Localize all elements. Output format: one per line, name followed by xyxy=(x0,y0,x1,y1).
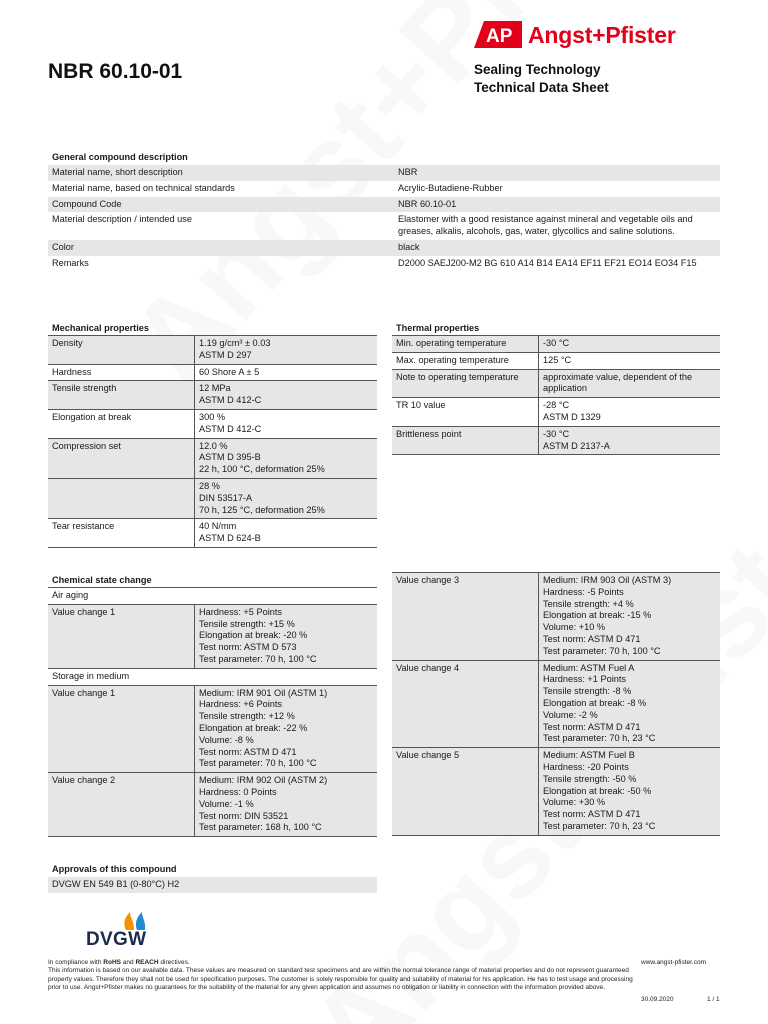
row-label: Material description / intended use xyxy=(52,214,192,225)
mechanical-properties-table xyxy=(48,320,377,548)
row-label: TR 10 value xyxy=(396,400,446,411)
company-name: Angst+Pfister xyxy=(528,22,676,48)
row-value: approximate value, dependent of the application xyxy=(538,370,720,398)
row-value: -30 °C xyxy=(538,336,720,352)
table-row xyxy=(48,165,720,181)
dvgw-wordmark: DVGW xyxy=(86,929,147,950)
section-title: General compound description xyxy=(52,152,188,162)
row-value: Medium: ASTM Fuel B Hardness: -20 Points Tensile strength: -50 % Elongation at break: -50 % Volume: +30 % Test norm: ASTM D 471 Test parameter: 70 h, 23 °C xyxy=(538,748,720,835)
subsection-label: Air aging xyxy=(48,588,377,605)
table-row xyxy=(48,240,720,256)
page-title: NBR 60.10-01 xyxy=(48,60,183,83)
table-row xyxy=(48,773,377,837)
row-label: Compound Code xyxy=(52,198,122,209)
row-label: Value change 2 xyxy=(52,775,116,786)
table-row xyxy=(392,398,720,427)
table-row xyxy=(48,336,377,365)
thermal-properties-table xyxy=(392,320,720,455)
table-row xyxy=(392,748,720,836)
row-label: Density xyxy=(52,338,83,348)
row-label xyxy=(48,479,194,518)
table-row xyxy=(48,365,377,382)
row-label: Value change 3 xyxy=(396,575,460,585)
row-label: Tear resistance xyxy=(52,521,115,532)
table-row xyxy=(392,573,720,661)
row-value: 125 °C xyxy=(538,353,720,369)
row-label: Elongation at break xyxy=(52,411,132,422)
row-value: NBR xyxy=(398,167,418,177)
row-label: Max. operating temperature xyxy=(396,354,509,365)
row-value: NBR 60.10-01 xyxy=(398,198,457,209)
row-value: 12 MPa ASTM D 412-C xyxy=(194,381,377,409)
table-row xyxy=(48,381,377,410)
table-row xyxy=(392,661,720,749)
general-description-table xyxy=(48,149,720,272)
table-row xyxy=(48,479,377,519)
row-value: Hardness: +5 Points Tensile strength: +15 % Elongation at break: -20 % Test norm: ASTM D 573 Test parameter: 70 h, 100 °C xyxy=(194,605,377,668)
document-date: 30.09.2020 xyxy=(641,996,674,1003)
footer-disclaimer xyxy=(48,959,638,993)
table-row xyxy=(48,410,377,439)
approvals-table xyxy=(48,861,377,893)
subtitle-line: Sealing Technology xyxy=(474,62,601,77)
row-label: Material name, based on technical standards xyxy=(52,182,235,193)
website-link[interactable]: www.angst-pfister.com xyxy=(641,959,707,966)
table-row xyxy=(48,605,377,669)
table-row xyxy=(48,686,377,774)
row-label: Value change 1 xyxy=(52,687,116,698)
table-row xyxy=(48,212,720,240)
chemical-state-change-table-continued xyxy=(392,572,720,836)
row-label: Color xyxy=(52,241,74,252)
section-title: Approvals of this compound xyxy=(52,864,177,874)
row-label: Note to operating temperature xyxy=(396,371,519,382)
angst-pfister-logo-icon xyxy=(474,21,522,48)
dvgw-flame-icon xyxy=(120,904,160,930)
row-value: Elastomer with a good resistance against mineral and vegetable oils and greases, alkalis, alcohols, gas, water, glycollics and saline solutions. xyxy=(398,214,693,237)
table-row xyxy=(48,439,377,479)
row-label: Value change 5 xyxy=(396,750,460,761)
row-label: Tensile strength xyxy=(52,383,117,394)
table-row xyxy=(48,256,720,272)
table-row xyxy=(392,370,720,399)
table-row xyxy=(48,519,377,548)
row-value: D2000 SAEJ200-M2 BG 610 A14 B14 EA14 EF11 EF21 EO14 EO34 F15 xyxy=(398,257,697,268)
approval-value: DVGW EN 549 B1 (0-80°C) H2 xyxy=(52,879,180,889)
row-value: Medium: ASTM Fuel A Hardness: +1 Points Tensile strength: -8 % Elongation at break: -8 % Volume: -2 % Test norm: ASTM D 471 Test parameter: 70 h, 23 °C xyxy=(538,661,720,748)
row-value: Medium: IRM 903 Oil (ASTM 3) Hardness: -5 Points Tensile strength: +4 % Elongation at break: -15 % Volume: +10 % Test norm: ASTM D 471 Test parameter: 70 h, 100 °C xyxy=(538,573,720,660)
disclaimer-text: This information is based on our available data. These values are measured on standard test specimens and are within the normal tolerance range of material properties and do not represent guaranteed property values. Therefore they shall not be used for specification purposes. The customer is solely responsible for quality and suitability of material for his application. He has to test usage and processing prior to use. Angst+Pfister makes no guarantees for the suitability of the material for any given application and assumes no obligation or liability in connection with the information provided above. xyxy=(48,967,633,992)
row-value: black xyxy=(398,241,420,252)
row-value: 300 % ASTM D 412-C xyxy=(194,410,377,438)
row-value: -30 °C ASTM D 2137-A xyxy=(538,427,720,455)
subsection-label: Storage in medium xyxy=(48,669,377,686)
row-value: Acrylic-Butadiene-Rubber xyxy=(398,182,503,193)
row-value: 28 % DIN 53517-A 70 h, 125 °C, deformation 25% xyxy=(194,479,377,518)
table-row xyxy=(392,353,720,370)
table-row xyxy=(392,427,720,456)
row-label: Hardness xyxy=(52,366,92,377)
row-label: Material name, short description xyxy=(52,167,183,177)
table-row xyxy=(48,181,720,197)
row-value: Medium: IRM 901 Oil (ASTM 1) Hardness: +6 Points Tensile strength: +12 % Elongation at break: -22 % Volume: -8 % Test norm: ASTM D 471 Test parameter: 70 h, 100 °C xyxy=(194,686,377,773)
page-number: 1 / 1 xyxy=(707,996,720,1003)
section-title: Mechanical properties xyxy=(48,320,377,336)
document-subtitle xyxy=(474,61,609,97)
row-value: -28 °C ASTM D 1329 xyxy=(538,398,720,426)
row-label: Min. operating temperature xyxy=(396,338,507,348)
table-row xyxy=(48,197,720,213)
row-value: Medium: IRM 902 Oil (ASTM 2) Hardness: 0 Points Volume: -1 % Test norm: DIN 53521 Test parameter: 168 h, 100 °C xyxy=(194,773,377,836)
row-value: 60 Shore A ± 5 xyxy=(194,365,377,381)
row-label: Brittleness point xyxy=(396,428,462,439)
row-label: Remarks xyxy=(52,257,89,268)
row-label: Compression set xyxy=(52,440,121,451)
section-title: Thermal properties xyxy=(392,320,720,336)
row-label: Value change 4 xyxy=(396,662,460,673)
compliance-note: In compliance with RoHS and REACH directives. xyxy=(48,959,190,966)
company-logo xyxy=(474,20,724,52)
section-title: Chemical state change xyxy=(48,572,377,588)
row-value: 1.19 g/cm³ ± 0.03 ASTM D 297 xyxy=(194,336,377,364)
row-value: 12.0 % ASTM D 395-B 22 h, 100 °C, deformation 25% xyxy=(194,439,377,478)
svg-text:AP: AP xyxy=(486,26,513,47)
table-row xyxy=(48,877,377,893)
row-label: Value change 1 xyxy=(52,606,116,617)
table-row xyxy=(392,336,720,353)
chemical-state-change-table xyxy=(48,572,377,837)
dvgw-logo xyxy=(86,904,166,952)
row-value: 40 N/mm ASTM D 624-B xyxy=(194,519,377,547)
subtitle-line: Technical Data Sheet xyxy=(474,80,609,95)
